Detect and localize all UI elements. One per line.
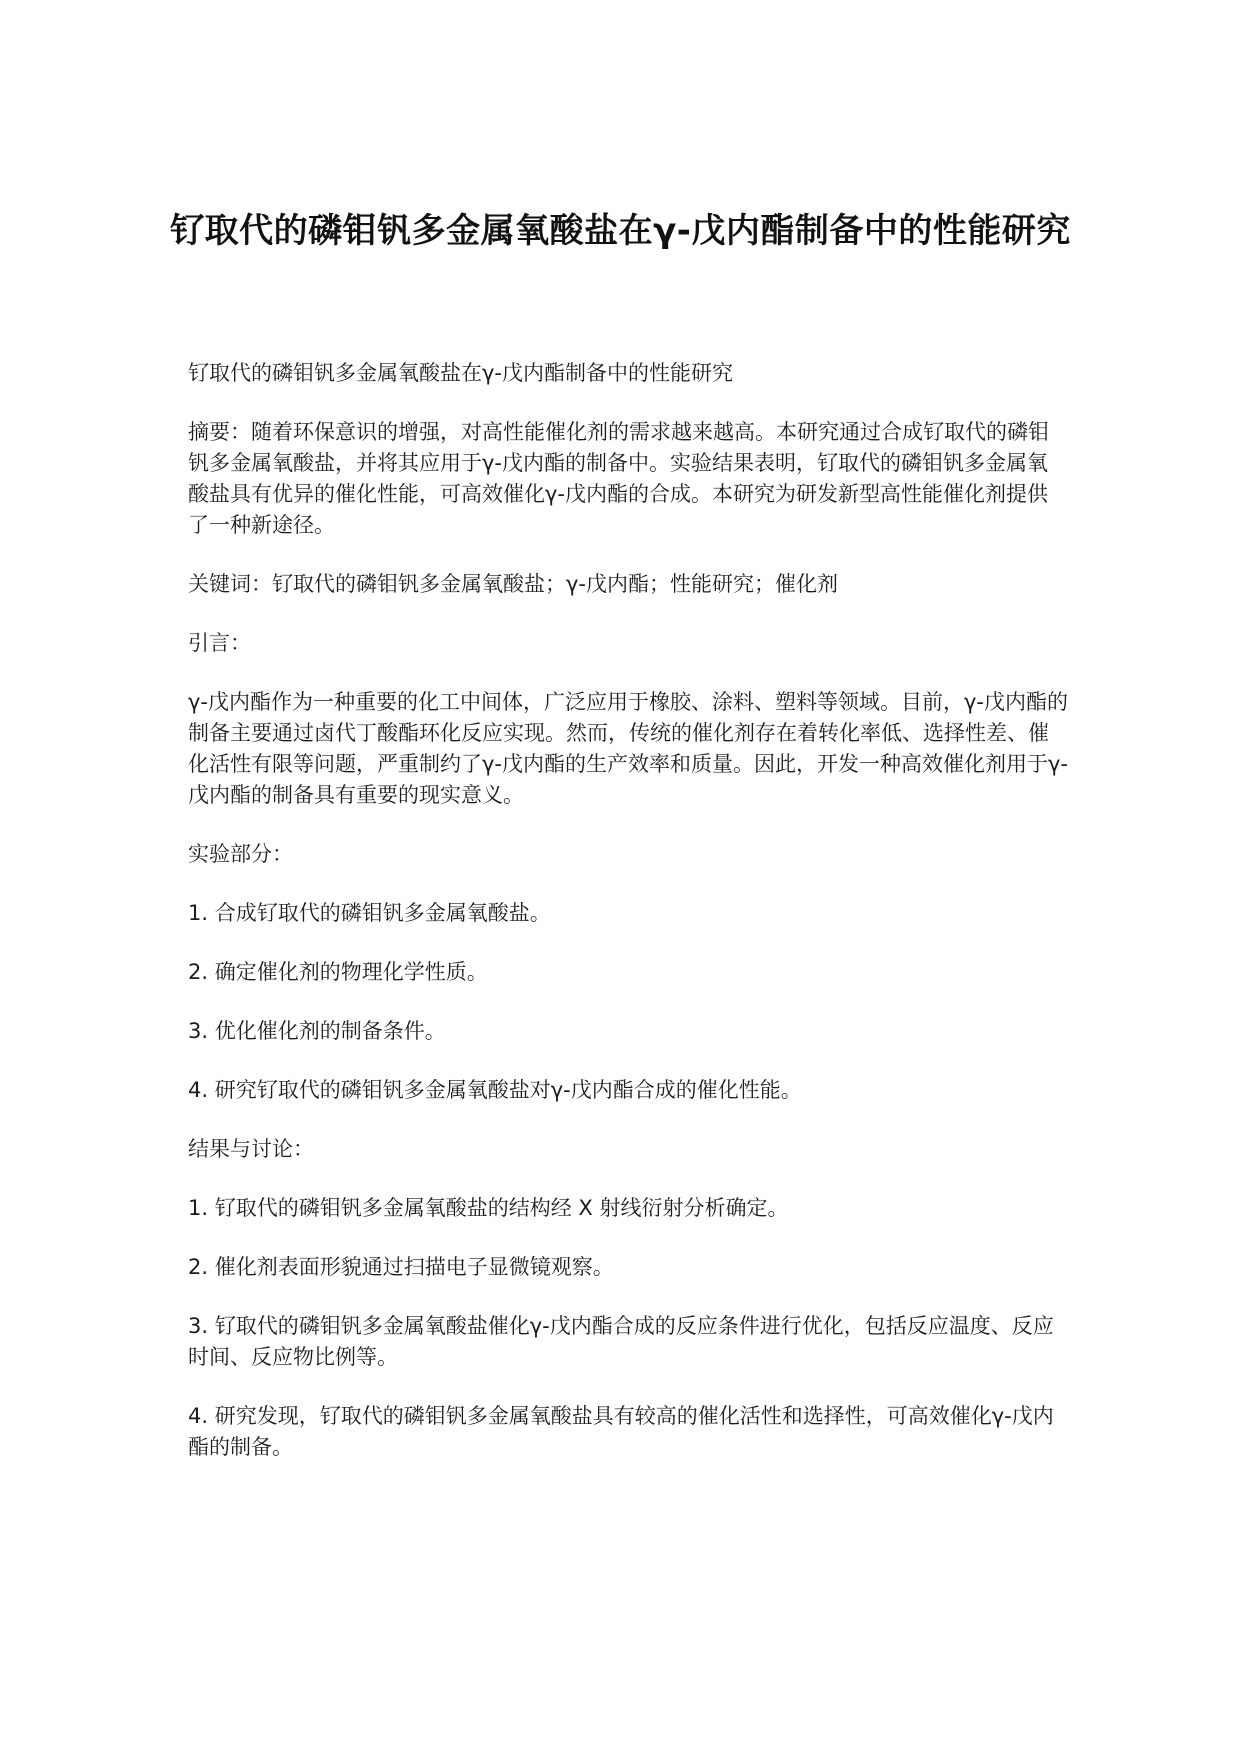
results-item: 4. 研究发现，钌取代的磷钼钒多金属氧酸盐具有较高的催化活性和选择性，可高效催化γ-戊内酯的制备。 (188, 1404, 1054, 1459)
keywords-line: 关键词：钌取代的磷钼钒多金属氧酸盐；γ-戊内酯；性能研究；催化剂 (188, 572, 839, 596)
experiment-item: 4. 研究钌取代的磷钼钒多金属氧酸盐对γ-戊内酯合成的催化性能。 (188, 1078, 802, 1102)
subtitle-line: 钌取代的磷钼钒多金属氧酸盐在γ-戊内酯制备中的性能研究 (188, 361, 734, 385)
document-title: 钌取代的磷钼钒多金属氧酸盐在γ-戊内酯制备中的性能研究 (170, 210, 1071, 251)
abstract-paragraph: 摘要：随着环保意识的增强，对高性能催化剂的需求越来越高。本研究通过合成钌取代的磷钼钒多金属氧酸盐，并将其应用于γ-戊内酯的制备中。实验结果表明，钌取代的磷钼钒多金属氧酸盐具有优异的催化性能，可高效催化γ-戊内酯的合成。本研究为研发新型高性能催化剂提供了一种新途径。 (188, 420, 1049, 537)
experiment-item: 1. 合成钌取代的磷钼钒多金属氧酸盐。 (188, 901, 551, 925)
results-item: 1. 钌取代的磷钼钒多金属氧酸盐的结构经 X 射线衍射分析确定。 (188, 1196, 789, 1220)
experiment-heading: 实验部分： (188, 842, 293, 866)
intro-heading: 引言： (188, 631, 251, 655)
results-heading: 结果与讨论： (188, 1137, 314, 1161)
results-item: 2. 催化剂表面形貌通过扫描电子显微镜观察。 (188, 1255, 614, 1279)
document-body (188, 358, 1068, 1491)
results-item: 3. 钌取代的磷钼钒多金属氧酸盐催化γ-戊内酯合成的反应条件进行优化，包括反应温度、反应时间、反应物比例等。 (188, 1314, 1054, 1369)
experiment-item: 3. 优化催化剂的制备条件。 (188, 1019, 446, 1043)
intro-paragraph: γ-戊内酯作为一种重要的化工中间体，广泛应用于橡胶、涂料、塑料等领域。目前，γ-戊内酯的制备主要通过卤代丁酸酯环化反应实现。然而，传统的催化剂存在着转化率低、选择性差、催化活性有限等问题，严重制约了γ-戊内酯的生产效率和质量。因此，开发一种高效催化剂用于γ-戊内酯的制备具有重要的现实意义。 (188, 690, 1069, 807)
experiment-item: 2. 确定催化剂的物理化学性质。 (188, 960, 488, 984)
